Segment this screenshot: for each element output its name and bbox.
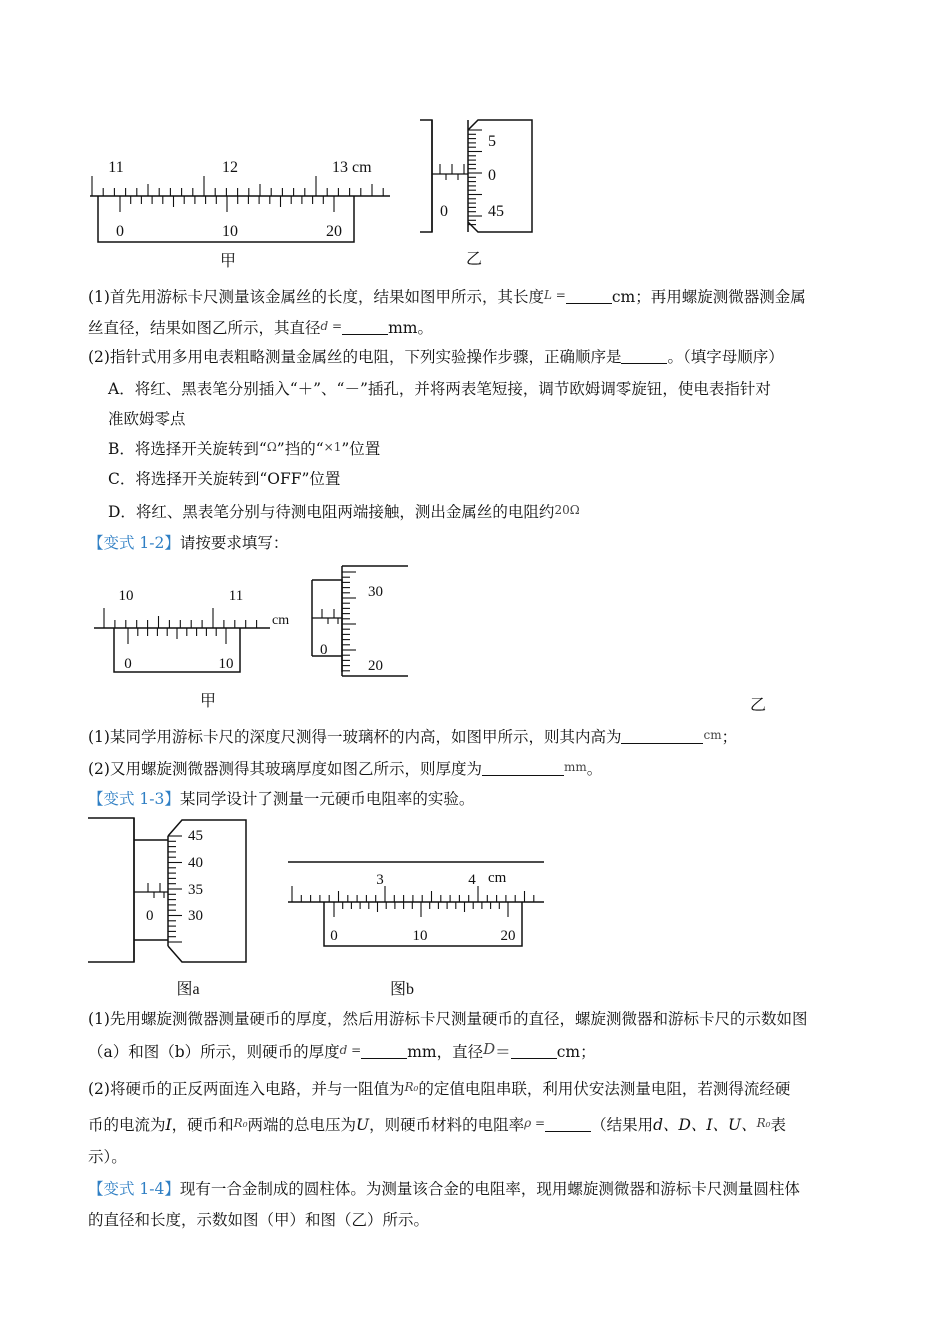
answer-blank-coin-thickness[interactable] — [361, 1041, 407, 1059]
caliper-main-label: 11 — [108, 159, 124, 176]
caliper-unit-label: cm — [488, 870, 507, 886]
q1-part2: (2)指针式用多用电表粗略测量金属丝的电阻，下列实验操作步骤，正确顺序是 。（填字母顺序） — [88, 348, 784, 366]
thimble-label: 35 — [188, 882, 203, 898]
symbol-d: d — [320, 319, 329, 333]
figure-1-micrometer — [418, 116, 538, 268]
symbol-L: L — [543, 288, 552, 302]
symbol-R0: R₀ — [404, 1080, 419, 1094]
vernier-label: 20 — [500, 928, 516, 944]
variant-1-3-part2-line3: 示）。 — [88, 1148, 127, 1166]
symbol-R0: R₀ — [756, 1116, 771, 1130]
figure-2-caliper — [90, 582, 300, 710]
thimble-label: 5 — [488, 133, 496, 150]
variant-1-3-heading: 【变式 1-3】某同学设计了测量一元硬币电阻率的实验。 — [88, 790, 475, 808]
thimble-label: 30 — [368, 584, 383, 600]
vernier-label: 20 — [326, 223, 342, 240]
sleeve-label: 0 — [440, 203, 448, 220]
vernier-label: 0 — [124, 656, 132, 672]
figure-caption: 图b — [389, 981, 415, 998]
q1-part1-line1: (1)首先用游标卡尺测量该金属丝的长度，结果如图甲所示，其长度L = cm；再用螺旋测微器测金属 — [88, 288, 806, 306]
figure-3-caliper — [284, 852, 554, 1004]
figure-caption: 甲 — [219, 253, 237, 268]
vernier-label: 10 — [412, 928, 428, 944]
caliper-main-label: 12 — [222, 159, 238, 176]
thimble-label: 45 — [488, 203, 504, 220]
answer-blank-resistivity[interactable] — [545, 1114, 591, 1132]
thimble-label: 30 — [188, 908, 203, 924]
figure-2-micrometer — [308, 562, 418, 682]
variant-1-4-heading: 【变式 1-4】现有一合金制成的圆柱体。为测量该合金的电阻率，现用螺旋测微器和游标卡尺测量圆柱体 — [88, 1180, 800, 1198]
q1-option-d: D．将红、黑表笔分别与待测电阻两端接触，测出金属丝的电阻约20Ω — [108, 503, 580, 521]
figure-caption: 乙 — [465, 251, 483, 268]
q1-option-a: A．将红、黑表笔分别插入“＋”、“－”插孔，并将两表笔短接，调节欧姆调零旋钮，使电表指针对 — [108, 380, 771, 398]
variant-1-3-part2-line2: 币的电流为I，硬币和R₀两端的总电压为U，则硬币材料的电阻率ρ = （结果用d、D、I、U、R₀表 — [88, 1116, 786, 1134]
vernier-label: 0 — [330, 928, 338, 944]
symbol-D: D — [483, 1040, 496, 1058]
q1-part1-line2: 丝直径，结果如图乙所示，其直径d = mm。 — [88, 319, 433, 337]
q1-option-a-cont: 准欧姆零点 — [108, 410, 186, 428]
caliper-main-label: 11 — [228, 588, 244, 604]
variant-tag: 【变式 1-3】 — [88, 790, 180, 808]
thimble-label: 45 — [188, 828, 203, 844]
thimble-label: 40 — [188, 855, 203, 871]
variant-tag: 【变式 1-4】 — [88, 1180, 180, 1198]
thimble-label: 0 — [488, 167, 496, 184]
answer-blank-diameter[interactable] — [342, 317, 388, 335]
caliper-main-label: 4 — [468, 872, 476, 888]
symbol-rho: ρ — [524, 1116, 532, 1130]
caliper-unit-label: cm — [272, 613, 290, 628]
variant-1-3-part1-line1: (1)先用螺旋测微器测量硬币的厚度，然后用游标卡尺测量硬币的直径，螺旋测微器和游标卡尺的示数如图 — [88, 1010, 808, 1028]
variant-1-2-part2: (2)又用螺旋测微器测得其玻璃厚度如图乙所示，则厚度为 mm。 — [88, 760, 603, 778]
caliper-main-label: 13 — [332, 159, 348, 176]
sleeve-label: 0 — [320, 642, 328, 658]
variant-1-2-heading: 【变式 1-2】请按要求填写： — [88, 534, 289, 552]
vernier-label: 10 — [222, 223, 238, 240]
vernier-label: 0 — [116, 223, 124, 240]
caliper-main-label: 10 — [118, 588, 134, 604]
answer-blank-order[interactable] — [621, 346, 667, 364]
q1-option-b: B．将选择开关旋转到“Ω”挡的“×1”位置 — [108, 440, 381, 458]
q1-option-c: C．将选择开关旋转到“OFF”位置 — [108, 470, 341, 488]
caliper-unit-label: cm — [352, 159, 372, 176]
symbol-R0: R₀ — [233, 1116, 248, 1130]
symbol-d: d — [339, 1043, 348, 1057]
answer-blank-thickness[interactable] — [482, 758, 564, 776]
figure-1-caliper — [82, 150, 402, 268]
variant-1-3-part2-line1: (2)将硬币的正反两面连入电路，并与一阻值为R₀的定值电阻串联，利用伏安法测量电阻，若测得流经硬 — [88, 1080, 791, 1098]
answer-blank-coin-diameter[interactable] — [511, 1041, 557, 1059]
answer-blank-inner-height[interactable] — [621, 726, 703, 744]
variant-1-4-line2: 的直径和长度，示数如图（甲）和图（乙）所示。 — [88, 1211, 430, 1229]
variant-tag: 【变式 1-2】 — [88, 534, 180, 552]
figure-caption: 甲 — [199, 693, 217, 710]
variant-1-2-part1: (1)某同学用游标卡尺的深度尺测得一玻璃杯的内高，如图甲所示，则其内高为 cm； — [88, 728, 738, 746]
caliper-main-label: 3 — [376, 872, 384, 888]
sleeve-label: 0 — [146, 908, 154, 924]
figure-3-micrometer — [86, 816, 256, 1004]
figure-caption: 图a — [176, 981, 200, 998]
thimble-label: 20 — [368, 658, 383, 674]
figure-caption: 乙 — [750, 695, 767, 714]
vernier-label: 10 — [218, 656, 234, 672]
variant-1-3-part1-line2: （a）和图（b）所示，则硬币的厚度d = mm，直径D＝ cm； — [88, 1040, 596, 1061]
answer-blank-length[interactable] — [566, 286, 612, 304]
